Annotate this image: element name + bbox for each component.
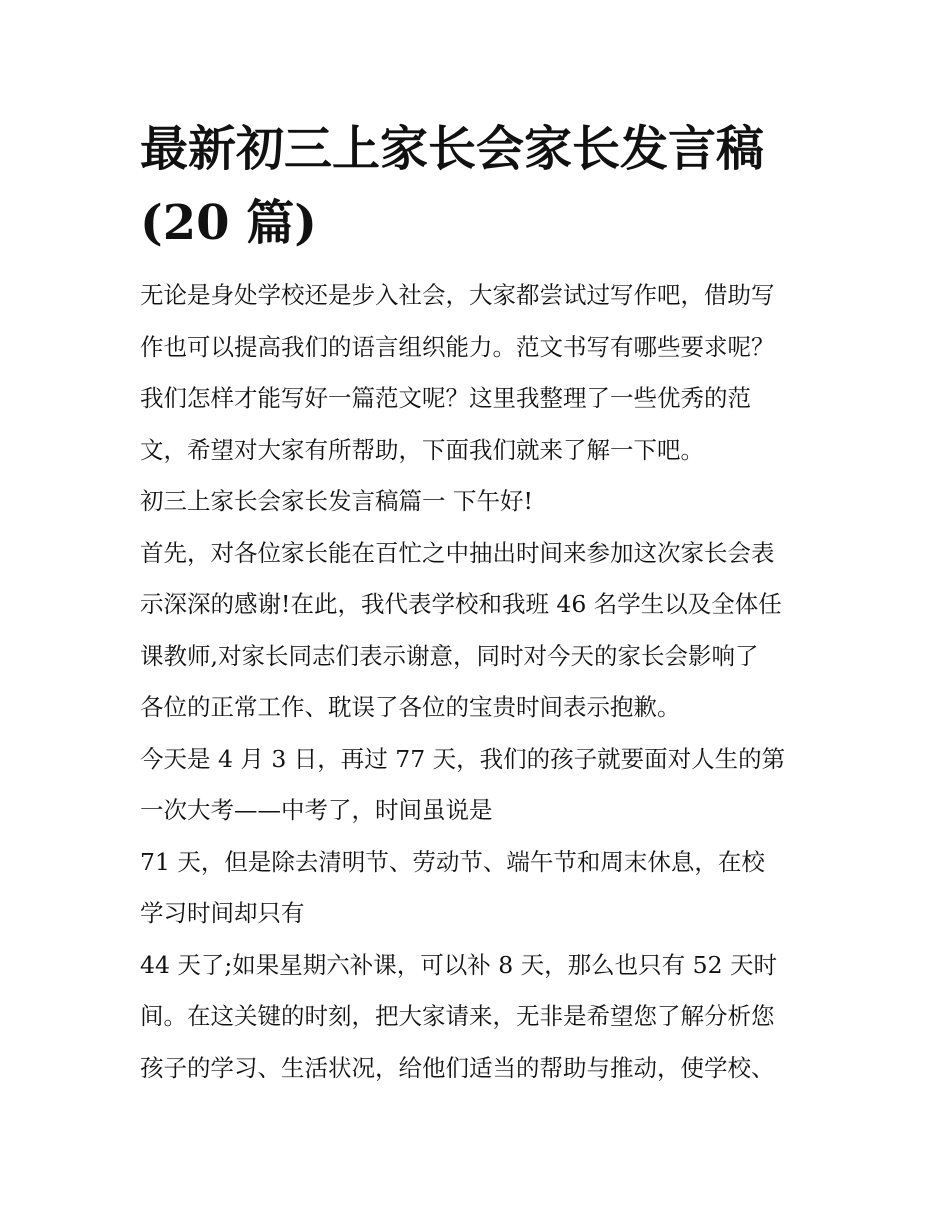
body-line: 44 天了;如果星期六补课，可以补 8 天，那么也只有 52 天时 bbox=[140, 950, 778, 979]
body-line: 一次大考——中考了，时间虽说是 bbox=[140, 796, 493, 824]
body-line: 首先，对各位家长能在百忙之中抽出时间来参加这次家长会表 bbox=[140, 538, 775, 567]
body-line: 71 天，但是除去清明节、劳动节、端午节和周末休息，在校 bbox=[140, 847, 765, 876]
body-line: 各位的正常工作、耽误了各位的宝贵时间表示抱歉。 bbox=[140, 693, 681, 721]
body-line: 学习时间却只有 bbox=[140, 899, 305, 927]
body-line: 无论是身处学校还是步入社会，大家都尝试过写作吧，借助写 bbox=[140, 281, 775, 309]
body-line: 示深深的感谢!在此，我代表学校和我班 46 名学生以及全体任 bbox=[140, 590, 782, 618]
body-line: 今天是 4 月 3 日，再过 77 天，我们的孩子就要面对人生的第 bbox=[140, 744, 786, 773]
body-line: 文，希望对大家有所帮助，下面我们就来了解一下吧。 bbox=[140, 435, 704, 464]
body-line: 我们怎样才能写好一篇范文呢？这里我整理了一些优秀的范 bbox=[140, 384, 751, 412]
body-line: 作也可以提高我们的语言组织能力。范文书写有哪些要求呢？ bbox=[140, 332, 775, 361]
body-line: 间。在这关键的时刻，把大家请来，无非是希望您了解分析您 bbox=[140, 1002, 775, 1030]
document-content bbox=[140, 112, 830, 1094]
document-title bbox=[140, 112, 830, 260]
body-line: 孩子的学习、生活状况，给他们适当的帮助与推动，使学校、 bbox=[140, 1053, 775, 1082]
title-line-1: 最新初三上家长会家长发言稿 bbox=[140, 121, 765, 177]
title-line-2: (20 篇) bbox=[140, 195, 317, 251]
body-line: 课教师,对家长同志们表示谢意，同时对今天的家长会影响了 bbox=[140, 641, 759, 670]
section-heading-line: 初三上家长会家长发言稿篇一 下午好! bbox=[140, 487, 533, 515]
document-body bbox=[140, 270, 830, 1094]
